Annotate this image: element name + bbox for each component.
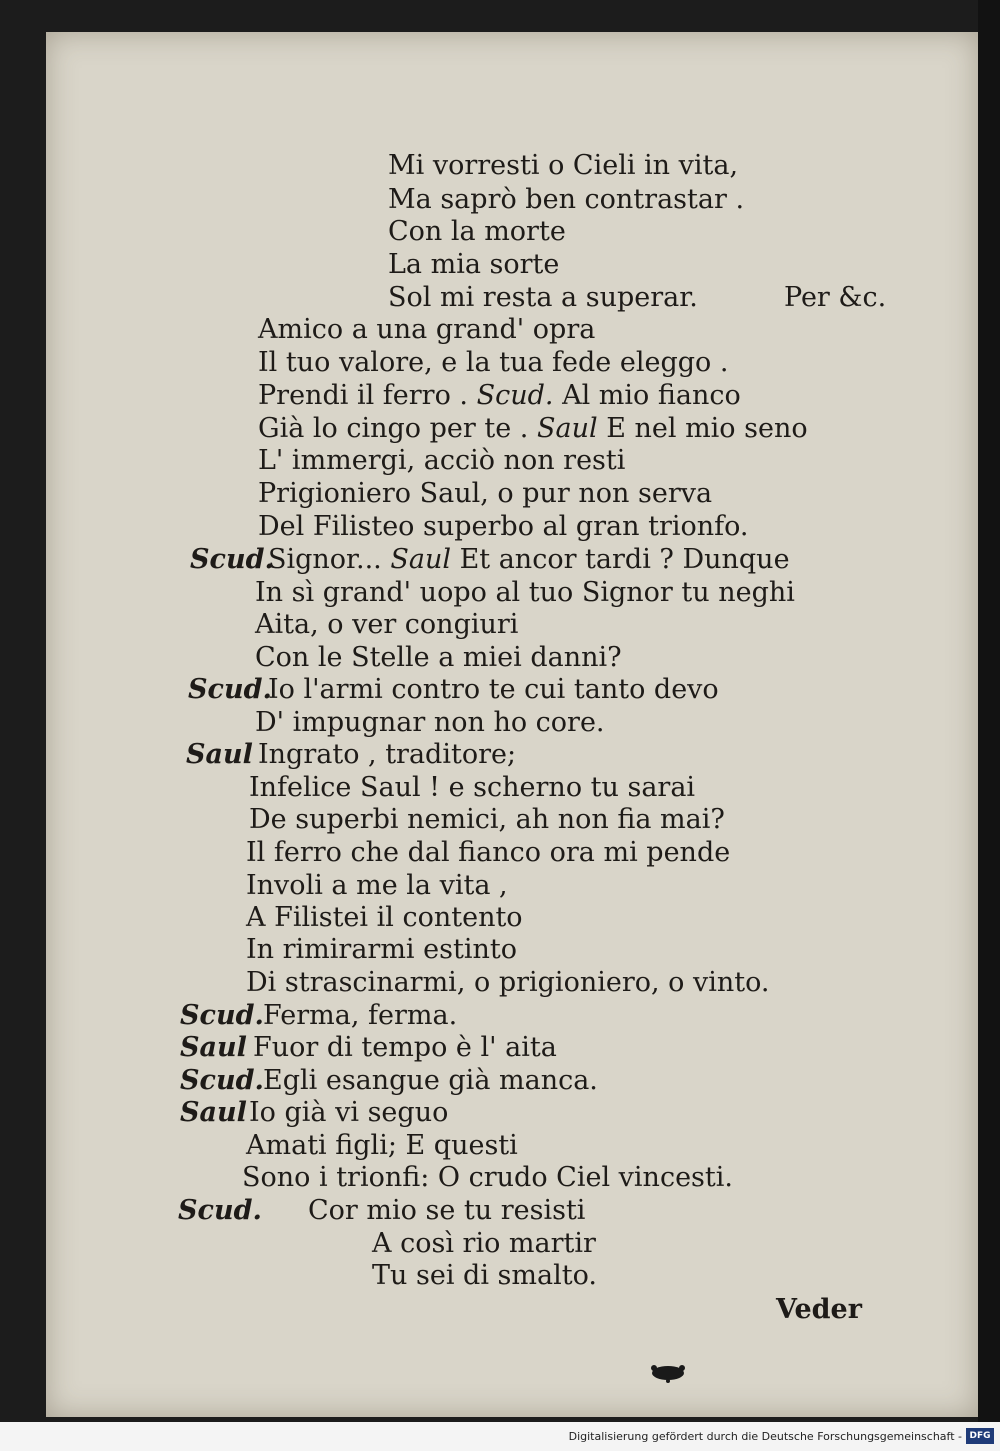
verse-line: Prendi il ferro . Scud. Al mio fianco bbox=[258, 380, 741, 411]
verse-line: Prigioniero Saul, o pur non serva bbox=[258, 478, 713, 509]
printer-ornament-icon bbox=[648, 1362, 688, 1384]
speaker-label: Scud. bbox=[476, 380, 554, 411]
verse-line-end: Per &c. bbox=[784, 282, 887, 313]
speaker-label: Scud. bbox=[180, 1000, 264, 1031]
verse-line: Amico a una grand' opra bbox=[258, 314, 596, 345]
dfg-logo-icon: DFG bbox=[966, 1428, 994, 1444]
verse-line: De superbi nemici, ah non fia mai? bbox=[249, 804, 725, 835]
verse-line: Già lo cingo per te . Saul E nel mio seno bbox=[258, 413, 808, 444]
speaker-label: Scud. bbox=[188, 674, 272, 705]
speaker-label: Saul bbox=[186, 739, 253, 770]
verse-line: Io l'armi contro te cui tanto devo bbox=[268, 674, 719, 705]
book-edge bbox=[978, 0, 1000, 1451]
verse-line: Di strascinarmi, o prigioniero, o vinto. bbox=[246, 967, 770, 998]
footer-text: Digitalisierung gefördert durch die Deutsche Forschungsgemeinschaft - bbox=[568, 1430, 962, 1443]
verse-line: Fuor di tempo è l' aita bbox=[253, 1032, 557, 1063]
verse-line: Signor... Saul Et ancor tardi ? Dunque bbox=[268, 544, 790, 575]
speaker-label: Scud. bbox=[178, 1195, 262, 1226]
speaker-label: Saul bbox=[390, 544, 451, 575]
verse-line: La mia sorte bbox=[388, 249, 560, 280]
verse-line: L' immergi, acciò non resti bbox=[258, 445, 626, 476]
verse-line: Aita, o ver congiuri bbox=[255, 609, 519, 640]
verse-line: Cor mio se tu resisti bbox=[308, 1195, 586, 1226]
speaker-label: Saul bbox=[180, 1032, 247, 1063]
verse-line: Tu sei di smalto. bbox=[372, 1260, 597, 1291]
speaker-label: Saul bbox=[180, 1097, 247, 1128]
verse-line: Egli esangue già manca. bbox=[263, 1065, 598, 1096]
verse-line: Il tuo valore, e la tua fede eleggo . bbox=[258, 347, 729, 378]
verse-line: Infelice Saul ! e scherno tu sarai bbox=[249, 772, 696, 803]
verse-line: Con le Stelle a miei danni? bbox=[255, 642, 622, 673]
verse-line: Ingrato , traditore; bbox=[258, 739, 517, 770]
speaker-label: Saul bbox=[536, 413, 598, 444]
verse-line: D' impugnar non ho core. bbox=[255, 707, 605, 738]
verse-line: Involi a me la vita , bbox=[246, 870, 508, 901]
book-page bbox=[46, 32, 978, 1417]
verse-line: In rimirarmi estinto bbox=[246, 934, 517, 965]
verse-line: Io già vi seguo bbox=[249, 1097, 449, 1128]
verse-line: In sì grand' uopo al tuo Signor tu neghi bbox=[255, 577, 795, 608]
verse-line: Con la morte bbox=[388, 216, 566, 247]
speaker-label: Scud. bbox=[180, 1065, 264, 1096]
verse-line: Ma saprò ben contrastar . bbox=[388, 184, 745, 215]
verse-line: Mi vorresti o Cieli in vita, bbox=[388, 150, 739, 181]
verse-line: A Filistei il contento bbox=[246, 902, 523, 933]
catchword: Veder bbox=[776, 1294, 862, 1325]
verse-line: Del Filisteo superbo al gran trionfo. bbox=[258, 511, 749, 542]
verse-line: Sol mi resta a superar. bbox=[388, 282, 698, 313]
verse-line: Il ferro che dal fianco ora mi pende bbox=[246, 837, 731, 868]
verse-line: Amati figli; E questi bbox=[246, 1130, 518, 1161]
verse-line: A così rio martir bbox=[372, 1228, 596, 1259]
verse-line: Sono i trionfi: O crudo Ciel vincesti. bbox=[242, 1162, 733, 1193]
verse-line: Ferma, ferma. bbox=[263, 1000, 458, 1031]
footer-bar bbox=[0, 1422, 1000, 1451]
speaker-label: Scud. bbox=[190, 544, 274, 575]
